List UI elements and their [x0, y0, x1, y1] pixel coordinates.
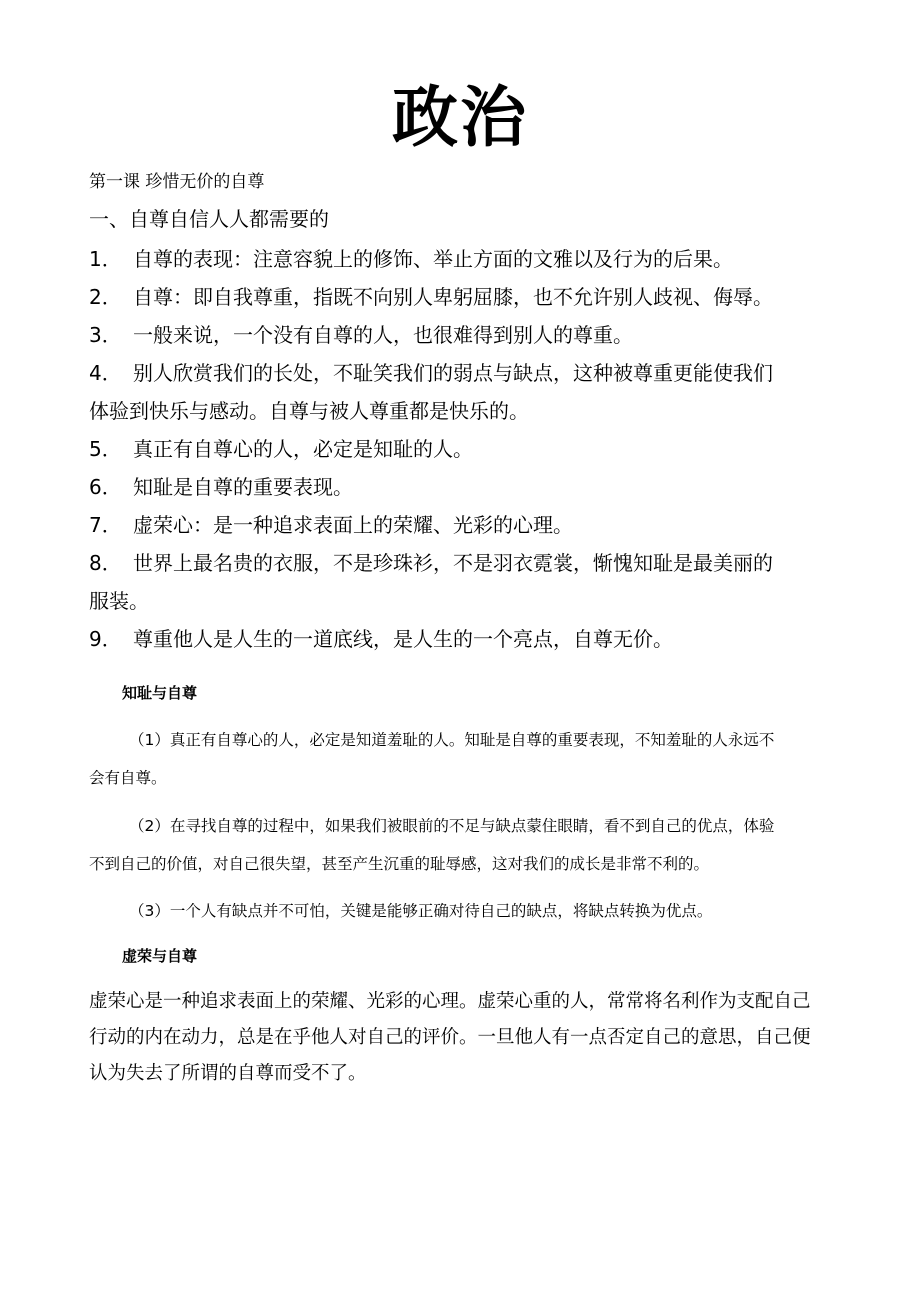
- list-item: 9． 尊重他人是人生的一道底线，是人生的一个亮点，自尊无价。: [89, 627, 673, 651]
- lesson-heading: 第一课 珍惜无价的自尊: [89, 172, 265, 192]
- section-heading: 一、自尊自信人人都需要的: [89, 207, 329, 231]
- shame-heading: 知耻与自尊: [122, 684, 198, 702]
- list-item: 1． 自尊的表现：注意容貌上的修饰、举止方面的文雅以及行为的后果。: [89, 247, 733, 271]
- list-item: 5． 真正有自尊心的人，必定是知耻的人。: [89, 437, 473, 461]
- list-item: 8． 世界上最名贵的衣服，不是珍珠衫，不是羽衣霓裳，惭愧知耻是最美丽的 服装。: [89, 551, 773, 613]
- list-item: 6． 知耻是自尊的重要表现。: [89, 475, 353, 499]
- numbered-list: [89, 240, 834, 658]
- list-item: 4． 别人欣赏我们的长处，不耻笑我们的弱点与缺点，这种被尊重更能使我们 体验到快乐与感动。自尊与被人尊重都是快乐的。: [89, 361, 773, 423]
- list-item: 3． 一般来说，一个没有自尊的人，也很难得到别人的尊重。: [89, 323, 633, 347]
- list-item: 7． 虚荣心：是一种追求表面上的荣耀、光彩的心理。: [89, 513, 573, 537]
- list-item: 2． 自尊：即自我尊重，指既不向别人卑躬屈膝，也不允许别人歧视、侮辱。: [89, 285, 773, 309]
- shame-paragraph-2: （2）在寻找自尊的过程中，如果我们被眼前的不足与缺点蒙住眼睛，看不到自己的优点，体验 不到自己的价值，对自己很失望，甚至产生沉重的耻辱感，这对我们的成长是非常不利的。: [89, 817, 775, 873]
- shame-paragraph-1: （1）真正有自尊心的人，必定是知道羞耻的人。知耻是自尊的重要表现，不知羞耻的人永远不 会有自尊。: [89, 731, 775, 787]
- vanity-heading: 虚荣与自尊: [122, 947, 198, 965]
- shame-paragraph-3: （3）一个人有缺点并不可怕，关键是能够正确对待自己的缺点，将缺点转换为优点。: [129, 902, 713, 920]
- vanity-paragraph: 虚荣心是一种追求表面上的荣耀、光彩的心理。虚荣心重的人，常常将名利作为支配自己 行动的内在动力，总是在乎他人对自己的评价。一旦他人有一点否定自己的意思，自己便 认为失去了所谓的自尊而受不了。: [89, 991, 811, 1084]
- page-title: 政治: [392, 79, 528, 156]
